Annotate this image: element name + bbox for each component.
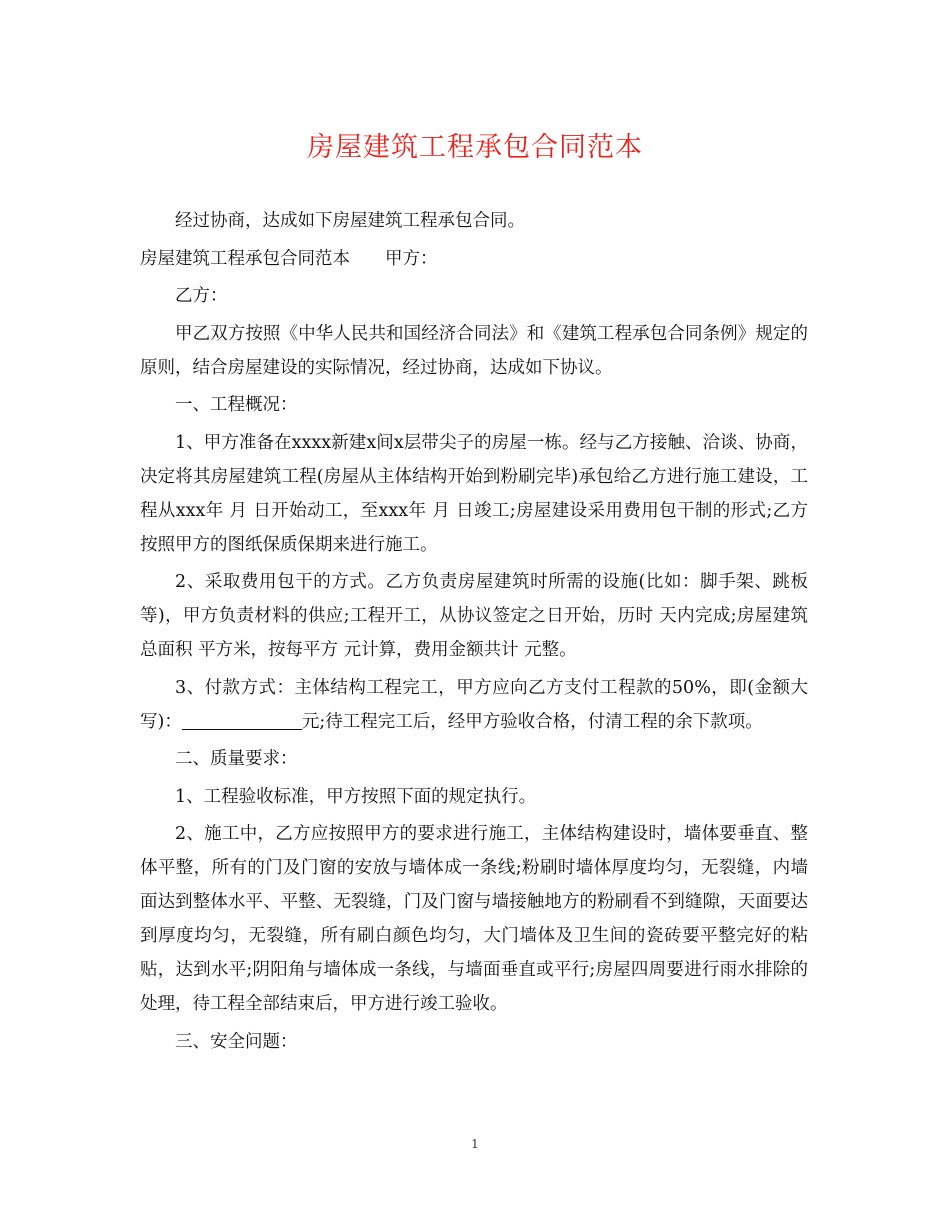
section-heading-safety: 三、安全问题： [175,1031,298,1052]
paragraph-overview-2: 2、采取费用包干的方式。乙方负责房屋建筑时所需的设施(比如：脚手架、跳板等)，甲方负责材料的供应;工程开工，从协议签定之日开始，历时 天内完成;房屋建筑总面积 平方米，按每平方 元计算，费用金额共计 元整。 [140,572,808,660]
section-heading-overview: 一、工程概况： [175,395,298,415]
paragraph-intro: 经过协商，达成如下房屋建筑工程承包合同。 [175,211,525,231]
paragraph-quality-1: 1、工程验收标准，甲方按照下面的规定执行。 [175,786,537,807]
paragraph-quality-2: 2、施工中，乙方应按照甲方的要求进行施工，主体结构建设时，墙体要垂直、整体平整，所有的门及门窗的安放与墙体成一条线;粉刷时墙体厚度均匀，无裂缝，内墙面达到整体水平、平整、无裂缝，门及门窗与墙接触地方的粉刷看不到缝隙，天面要达到厚度均匀，无裂缝，所有刷白颜色均匀，大门墙体及卫生间的瓷砖要平整完好的粘贴，达到水平;阴阳角与墙体成一条线，与墙面垂直或平行;房屋四周要进行雨水排除的处理，待工程全部结束后，甲方进行竣工验收。 [140,824,808,1014]
payment-text-b: 元;待工程完工后，经甲方验收合格，付清工程的余下款项。 [301,711,763,732]
amount-blank-line [182,709,302,730]
paragraph-party-a: 房屋建筑工程承包合同范本 甲方： [140,248,438,269]
document-title: 房屋建筑工程承包合同范本 [307,132,643,163]
document-body [140,204,808,1062]
payment-text-a: 3、付款方式：主体结构工程完工，甲方应向乙方支付工程款的50%，即(金额大写)： [140,677,808,732]
section-heading-quality: 二、质量要求： [175,749,298,769]
paragraph-party-b: 乙方： [175,286,228,306]
page-number: 1 [471,1137,479,1151]
paragraph-overview-1: 1、甲方准备在xxxx新建x间x层带尖子的房屋一栋。经与乙方接触、洽谈、协商，决定将其房屋建筑工程(房屋从主体结构开始到粉刷完毕)承包给乙方进行施工建设，工程从xxx年 月 日开始动工，至xxx年 月 日竣工;房屋建设采用费用包干制的形式;乙方按照甲方的图纸保质保期来进行施工。 [140,432,808,555]
paragraph-agreement-basis: 甲乙双方按照《中华人民共和国经济合同法》和《建筑工程承包合同条例》规定的原则，结合房屋建设的实际情况，经过协商，达成如下协议。 [140,323,808,378]
paragraph-payment [140,671,808,739]
